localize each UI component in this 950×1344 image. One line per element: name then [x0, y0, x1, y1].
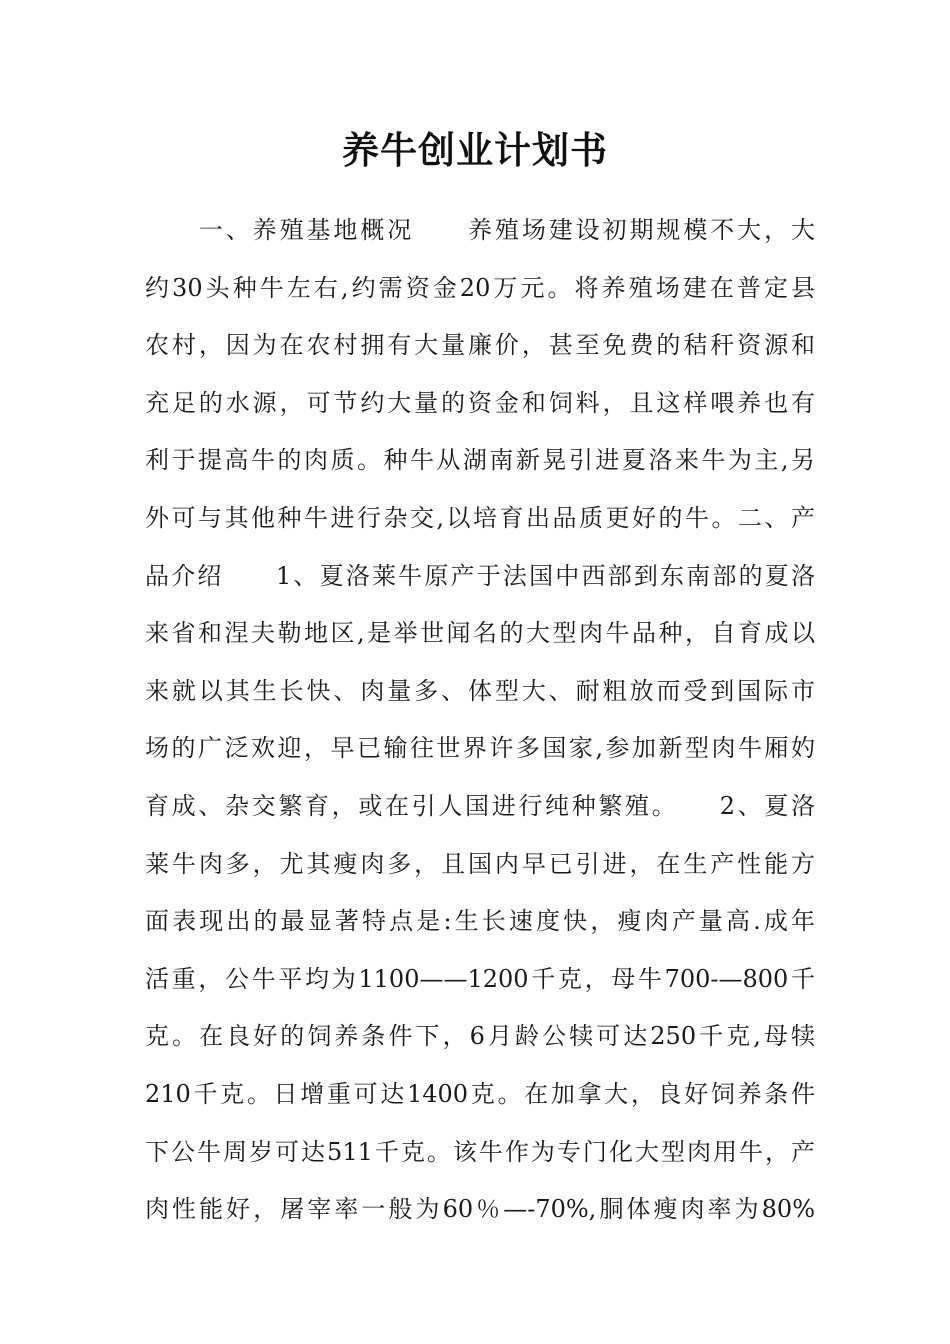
paragraph-line: 210千克。日增重可达1400克。在加拿大，良好饲养条件: [145, 1079, 815, 1108]
paragraph-line: 利于提高牛的肉质。种牛从湖南新晃引进夏洛来牛为主,另: [145, 446, 815, 475]
paragraph-line: 农村，因为在农村拥有大量廉价，甚至免费的秸秆资源和: [145, 331, 815, 360]
paragraph-line: 外可与其他种牛进行杂交,以培育出品质更好的牛。二、产: [145, 503, 815, 532]
paragraph-line: 面表现出的最显著特点是:生长速度快，瘦肉产量高.成年: [145, 907, 815, 936]
paragraph-line: 场的广泛欢迎，早已输往世界许多国家,参加新型肉牛厢妁: [145, 734, 815, 763]
paragraph-line: 充足的水源，可节约大量的资金和饲料，且这样喂养也有: [145, 388, 815, 417]
paragraph-line: 育成、杂交繁育，或在引人国进行纯种繁殖。 2、夏洛: [145, 791, 815, 820]
paragraph-line: 来就以其生长快、肉量多、体型大、耐粗放而受到国际市: [145, 676, 815, 705]
paragraph-line: 来省和涅夫勒地区,是举世闻名的大型肉牛品种，自育成以: [145, 619, 815, 648]
paragraph-line: 一、养殖基地概况 养殖场建设初期规模不大，大: [145, 216, 815, 244]
paragraph-line: 莱牛肉多，尤其瘦肉多，且国内早已引进，在生产性能方: [145, 849, 815, 878]
paragraph-line: 约30头种牛左右,约需资金20万元。将养殖场建在普定县: [145, 273, 815, 302]
paragraph-line: 克。在良好的饲养条件下，6月龄公犊可达250千克,母犊: [145, 1022, 815, 1051]
document-title: 养牛创业计划书: [342, 128, 608, 172]
paragraph-line: 下公牛周岁可达511千克。该牛作为专门化大型肉用牛，产: [145, 1137, 815, 1166]
paragraph-line: 品介绍 1、夏洛莱牛原产于法国中西部到东南部的夏洛: [145, 561, 815, 590]
paragraph-line: 肉性能好，屠宰率一般为60％—-70%,胴体瘦肉率为80%: [145, 1195, 815, 1224]
document-body: [145, 202, 815, 1239]
paragraph-line: 活重，公牛平均为1100——1200千克，母牛700-—800千: [145, 964, 815, 993]
